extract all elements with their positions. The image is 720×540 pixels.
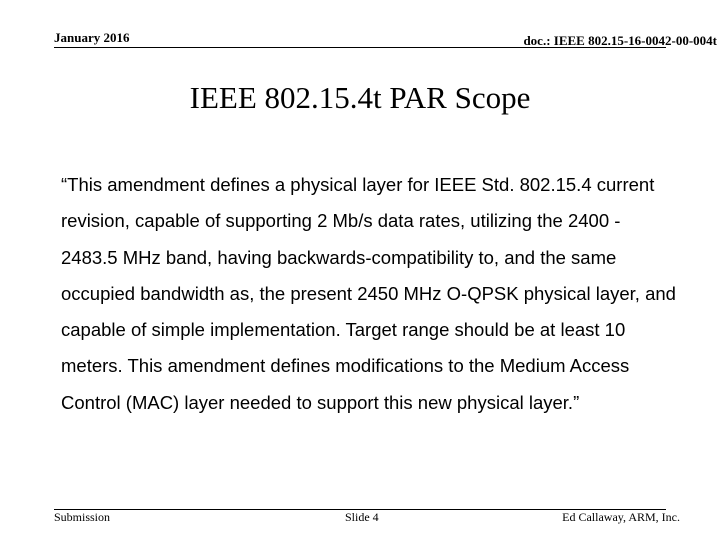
header-date: January 2016	[54, 30, 130, 45]
header-document-id: doc.: IEEE 802.15-16-0042-00-004t	[523, 33, 717, 48]
header-divider	[54, 47, 666, 48]
footer-author: Ed Callaway, ARM, Inc.	[562, 510, 680, 524]
par-scope-quote: “This amendment defines a physical layer for IEEE Std. 802.15.4 current revision, capable of supporting 2 Mb/s data rates, utilizing the 2400 - 2483.5 MHz band, having backwards-compatibility to, and the same occupied bandwidth as, the present 2450 MHz O-QPSK physical layer, and capable of simple implementation. Target range should be at least 10 meters. This amendment defines modifications to the Medium Access Control (MAC) layer needed to support this new physical layer.”	[61, 174, 676, 413]
slide-title: IEEE 802.15.4t PAR Scope	[189, 80, 531, 115]
footer-slide-number: Slide 4	[345, 510, 379, 524]
footer-submission: Submission	[54, 510, 111, 524]
